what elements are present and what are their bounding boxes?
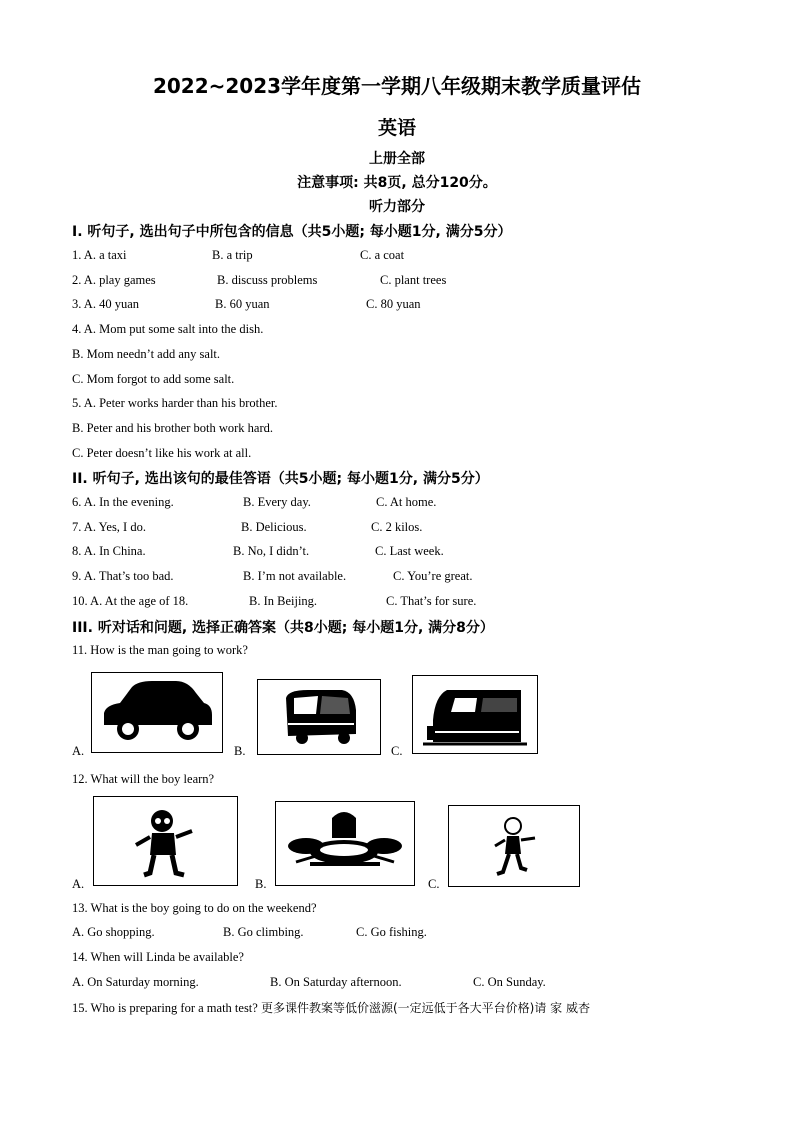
q8-option-b: B. No, I didn’t. — [233, 544, 310, 558]
q13-option-c: C. Go fishing. — [356, 925, 427, 939]
q2-option-b: B. discuss problems — [217, 273, 318, 287]
q11-label-b: B. — [234, 744, 246, 758]
q4-option-b: B. Mom needn’t add any salt. — [72, 347, 221, 361]
q9-option-a: 9. A. That’s too bad. — [72, 569, 174, 583]
q5-option-b: B. Peter and his brother both work hard. — [72, 421, 274, 435]
q2-option-c: C. plant trees — [380, 273, 447, 287]
q14-question: 14. When will Linda be available? — [72, 950, 244, 964]
q13-option-a: A. Go shopping. — [72, 925, 155, 939]
q14-option-a: A. On Saturday morning. — [72, 975, 199, 989]
q11-image-c — [412, 675, 538, 754]
q10-option-b: B. In Beijing. — [249, 594, 318, 608]
section-3-heading: III. 听对话和问题, 选择正确答案（共8小题; 每小题1分, 满分8分） — [72, 620, 494, 636]
playing-drums-icon — [276, 802, 414, 885]
q15-ad-text: 更多课件教案等低价滋源(一定远低于各大平台价格)请 家 威杏 — [260, 1001, 590, 1015]
q10-option-c: C. That’s for sure. — [386, 594, 477, 608]
part-title: 听力部分 — [369, 199, 425, 215]
subject-title: 英语 — [377, 117, 416, 139]
martial-arts-icon — [449, 806, 579, 886]
car-icon — [92, 673, 222, 752]
bus-icon — [258, 680, 380, 754]
q10-option-a: 10. A. At the age of 18. — [72, 594, 189, 608]
q8-option-a: 8. A. In China. — [72, 544, 146, 558]
q11-image-a — [91, 672, 223, 753]
q12-label-c: C. — [428, 877, 440, 891]
notice-text: 注意事项: 共8页, 总分120分。 — [297, 175, 497, 191]
q7-option-b: B. Delicious. — [241, 520, 307, 534]
q9-option-c: C. You’re great. — [393, 569, 473, 583]
q12-image-b — [275, 801, 415, 886]
q12-question: 12. What will the boy learn? — [72, 772, 215, 786]
q11-question: 11. How is the man going to work? — [72, 643, 248, 657]
q4-option-a: 4. A. Mom put some salt into the dish. — [72, 322, 264, 336]
q7-option-c: C. 2 kilos. — [371, 520, 423, 534]
q9-option-b: B. I’m not available. — [243, 569, 347, 583]
q4-option-c: C. Mom forgot to add some salt. — [72, 372, 235, 386]
q3-option-c: C. 80 yuan — [366, 297, 421, 311]
q14-option-b: B. On Saturday afternoon. — [270, 975, 402, 989]
q1-option-a: 1. A. a taxi — [72, 248, 127, 262]
q14-option-c: C. On Sunday. — [473, 975, 546, 989]
q6-option-c: C. At home. — [376, 495, 437, 509]
q13-option-b: B. Go climbing. — [223, 925, 304, 939]
section-2-heading: II. 听句子, 选出该句的最佳答语（共5小题; 每小题1分, 满分5分） — [72, 471, 489, 487]
q15-line — [72, 999, 590, 1016]
q1-option-b: B. a trip — [212, 248, 253, 262]
q2-option-a: 2. A. play games — [72, 273, 156, 287]
q12-image-a — [93, 796, 238, 886]
q6-option-a: 6. A. In the evening. — [72, 495, 174, 509]
train-icon — [413, 676, 537, 753]
q11-label-a: A. — [72, 744, 85, 758]
q3-option-b: B. 60 yuan — [215, 297, 270, 311]
q1-option-c: C. a coat — [360, 248, 405, 262]
section-1-heading: I. 听句子, 选出句子中所包含的信息（共5小题; 每小题1分, 满分5分） — [72, 224, 512, 240]
page-title: 2022~2023学年度第一学期八年级期末教学质量评估 — [152, 74, 642, 98]
q15-question: 15. Who is preparing for a math test? — [72, 1001, 258, 1015]
q6-option-b: B. Every day. — [243, 495, 311, 509]
q12-label-a: A. — [72, 877, 85, 891]
q5-option-a: 5. A. Peter works harder than his brother. — [72, 396, 278, 410]
q8-option-c: C. Last week. — [375, 544, 444, 558]
q11-label-c: C. — [391, 744, 403, 758]
q5-option-c: C. Peter doesn’t like his work at all. — [72, 446, 252, 460]
q12-image-c — [448, 805, 580, 887]
q11-image-b — [257, 679, 381, 755]
q3-option-a: 3. A. 40 yuan — [72, 297, 140, 311]
q7-option-a: 7. A. Yes, I do. — [72, 520, 146, 534]
q13-question: 13. What is the boy going to do on the weekend? — [72, 901, 317, 915]
dancing-boy-icon — [94, 797, 237, 885]
scope-text: 上册全部 — [369, 151, 425, 167]
q12-label-b: B. — [255, 877, 267, 891]
